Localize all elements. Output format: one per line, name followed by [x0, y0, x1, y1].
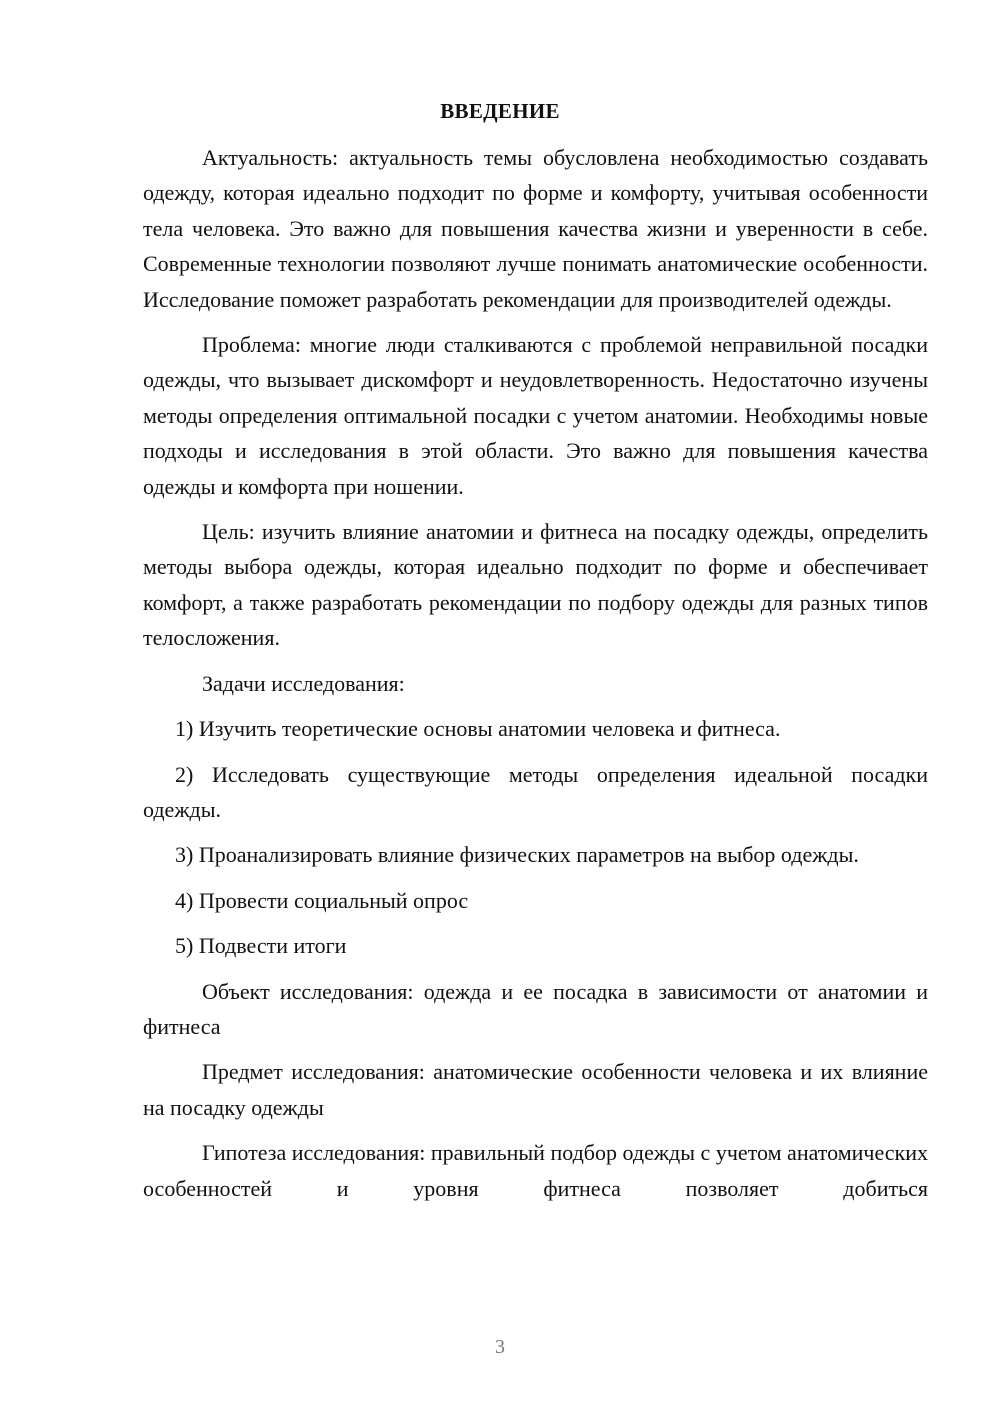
paragraph-object: Объект исследования: одежда и ее посадка в зависимости от анатомии и фитнеса — [143, 978, 928, 1039]
paragraph-goal: Цель: изучить влияние анатомии и фитнеса на посадку одежды, определить методы выбора одежды, которая идеально подходит по форме и обеспечивает комфорт, а также разработать рекомендации по подбору одежды для разных типов телосложения. — [143, 519, 928, 651]
paragraph-subject: Предмет исследования: анатомические особенности человека и их влияние на посадку одежды — [143, 1059, 928, 1120]
task-item-2: 2) Исследовать существующие методы определения идеальной посадки одежды. — [143, 761, 928, 822]
page-number: 3 — [495, 1336, 505, 1358]
paragraph-problem: Проблема: многие люди сталкиваются с проблемой неправильной посадки одежды, что вызывает дискомфорт и неудовлетворенность. Недостаточно изучены методы определения оптимальной посадки с учетом анатомии. Необходимы новые подходы и исследования в этой области. Это важно для повышения качества одежды и комфорта при ношении. — [143, 332, 928, 499]
paragraph-hypothesis: Гипотеза исследования: правильный подбор одежды с учетом анатомических особенностей и уровня фитнеса позволяет добиться — [143, 1140, 928, 1201]
task-item-4: 4) Провести социальный опрос — [175, 887, 469, 913]
task-item-5: 5) Подвести итоги — [175, 933, 347, 959]
paragraph-relevance: Актуальность: актуальность темы обусловлена необходимостью создавать одежду, которая идеально подходит по форме и комфорту, учитывая особенности тела человека. Это важно для повышения качества жизни и уверенности в себе. Современные технологии позволяют лучше понимать анатомические особенности. Исследование поможет разработать рекомендации для производителей одежды. — [143, 145, 928, 312]
task-item-3: 3) Проанализировать влияние физических параметров на выбор одежды. — [175, 842, 859, 868]
task-item-1: 1) Изучить теоретические основы анатомии человека и фитнеса. — [175, 716, 781, 742]
tasks-heading: Задачи исследования: — [202, 670, 405, 696]
page-title: ВВЕДЕНИЕ — [440, 99, 560, 123]
page-body — [143, 140, 928, 1206]
